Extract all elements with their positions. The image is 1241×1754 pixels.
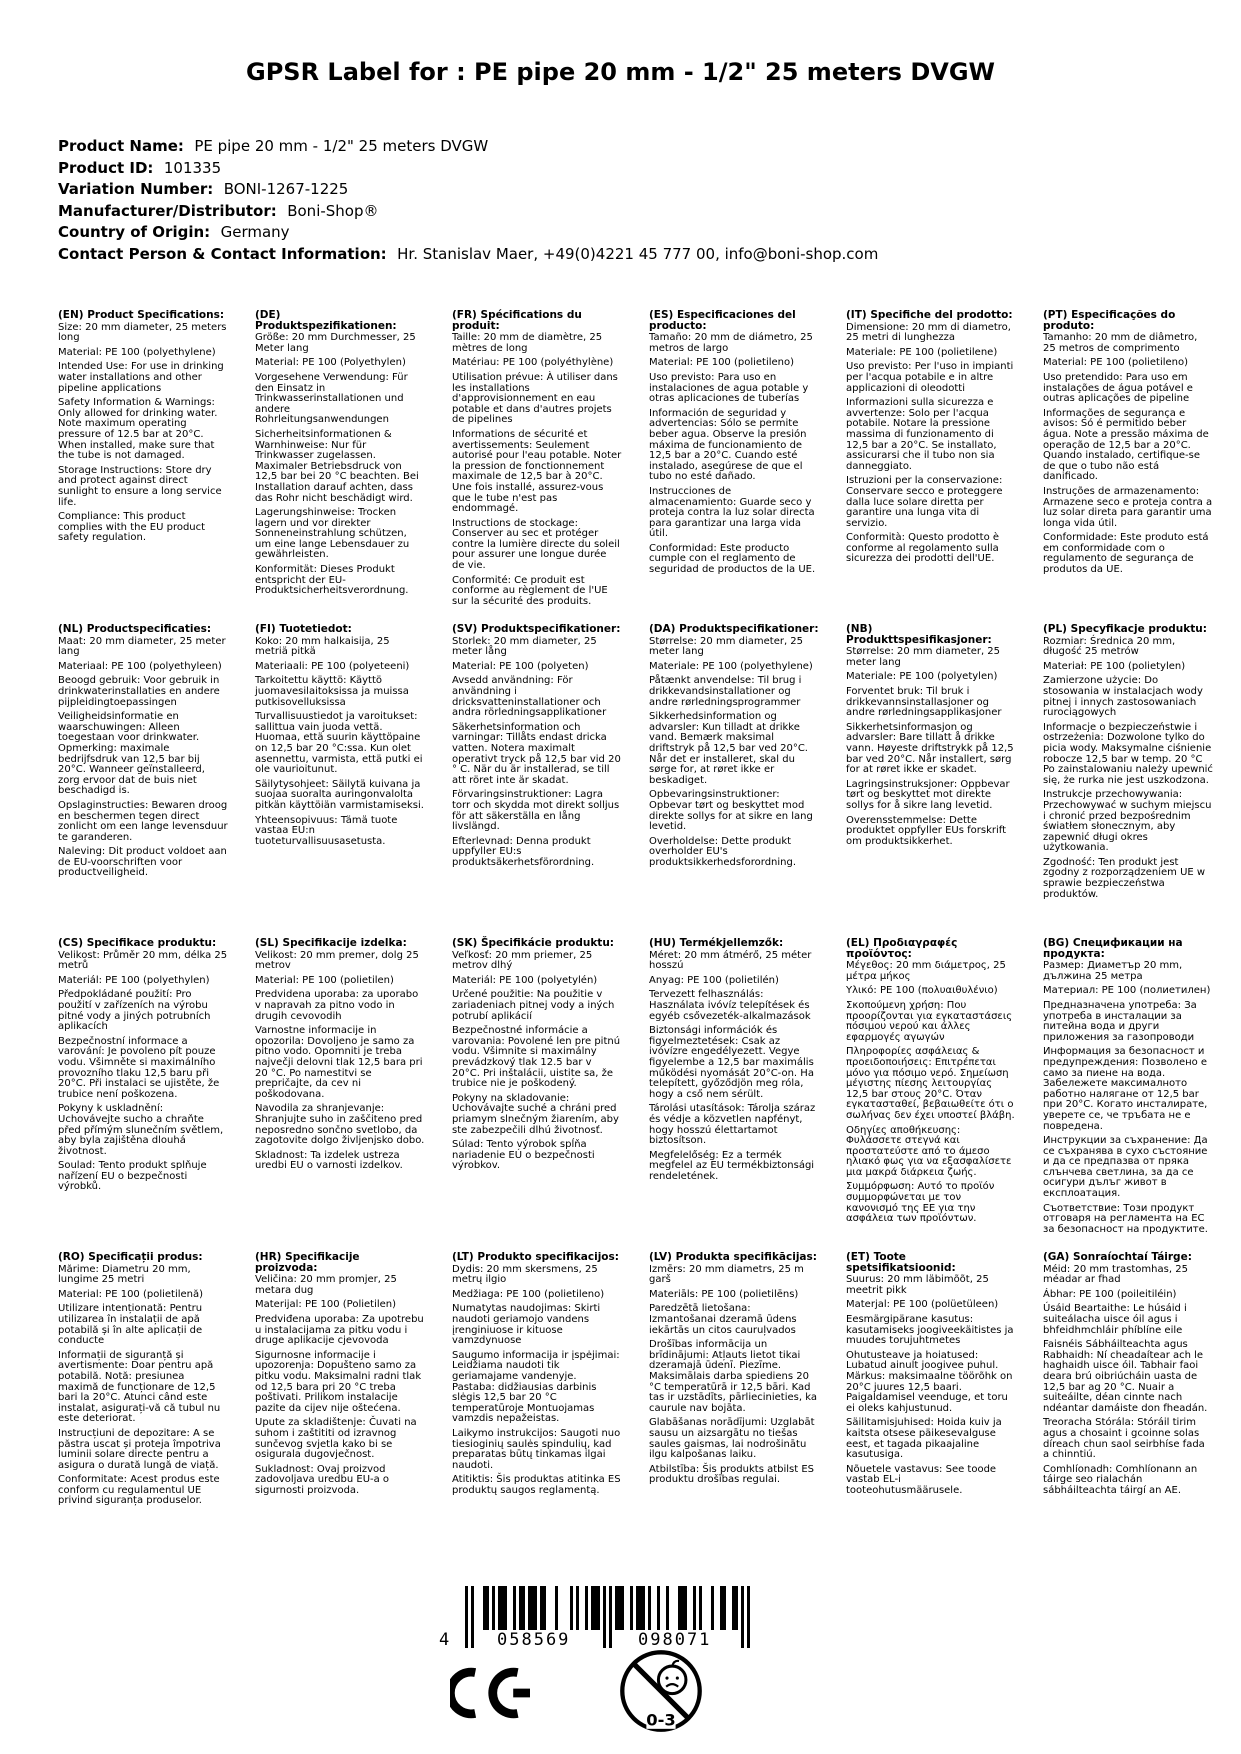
spec-paragraph: Materjal: PE 100 (polüetüleen)	[846, 1299, 999, 1311]
spec-paragraph: Rozmiar: Średnica 20 mm, długość 25 metrów	[1043, 635, 1176, 658]
spec-block-sv	[452, 624, 622, 938]
spec-heading: (BG) Спецификации на продукта:	[1043, 937, 1183, 960]
spec-paragraph: Velikost: 20 mm premer, dolg 25 metrov	[255, 949, 419, 972]
spec-heading: (SK) Špecifikácie produktu:	[452, 937, 615, 949]
spec-paragraph: Informações de segurança e avisos: Só é permitido beber água. Note a pressão máxima de operação de 12,5 bar a 20°C. Quando instalado, certifique-se de que o tubo não está danificado.	[1043, 407, 1209, 483]
spec-heading: (GA) Sonraíochtaí Táirge:	[1043, 1251, 1192, 1263]
spec-block-et	[846, 1252, 1016, 1566]
spec-paragraph: Materiál: PE 100 (polyethylen)	[58, 974, 210, 986]
product-info-label: Contact Person & Contact Information:	[58, 244, 398, 263]
spec-paragraph: Koko: 20 mm halkaisija, 25 metriä pitkä	[255, 635, 390, 658]
spec-paragraph: Uso previsto: Per l'uso in impianti per l'acqua potabile e in altre applicazioni di oleodotti	[846, 361, 1014, 394]
spec-paragraph: Storage Instructions: Store dry and protect against direct sunlight to ensure a long service life.	[58, 464, 222, 508]
spec-paragraph: Materiale: PE 100 (polyethylene)	[649, 660, 813, 672]
barcode-module	[747, 1586, 750, 1648]
spec-paragraph: Størrelse: 20 mm diameter, 25 meter lang	[846, 646, 1001, 668]
spec-paragraph: Paredzētā lietošana: Izmantošanai dzeramā ūdens iekārtās un citos cauruļvados	[649, 1303, 797, 1336]
spec-block-nl	[58, 624, 228, 938]
spec-paragraph: Ábhar: PE 100 (poileitiléin)	[1043, 1288, 1177, 1300]
spec-paragraph: Conformità: Questo prodotto è conforme al regolamento sulla sicurezza dei prodotti dell'UE.	[846, 532, 1000, 565]
spec-paragraph: Materijal: PE 100 (Polietilen)	[255, 1299, 397, 1311]
product-info-label: Product Name:	[58, 137, 195, 155]
spec-paragraph: Upute za skladištenje: Čuvati na suhom i zaštititi od izravnog sunčevog svjetla kako bi se osigurala dugovječnost.	[255, 1417, 417, 1461]
spec-paragraph: Инструкции за съхранение: Да се съхранява в сухо състояние и да се предпазва от пряка слънчева светлина, за да се осигури дълъг живот в експлоатация.	[1043, 1135, 1208, 1200]
spec-paragraph: Matériau: PE 100 (polyéthylène)	[452, 357, 614, 369]
spec-paragraph: Avsedd användning: För användning i dricksvatteninstallationer och andra rörledningsapplikationer	[452, 675, 607, 719]
spec-paragraph: Instrucciones de almacenamiento: Guarde seco y proteja contra la luz solar directa para garantizar una larga vida útil.	[649, 485, 815, 540]
spec-paragraph: Drošības informācija un brīdinājumi: Atļauts lietot tikai dzeramajā ūdenī. Piezīme. Maksimālais darba spiediens 20 °C temperatūrā ir 12,5 bāri. Kad tas ir uzstādīts, pārliecinieties, ka caurule nav bojāta.	[649, 1339, 817, 1414]
spec-heading: (EN) Product Specifications:	[58, 309, 225, 321]
spec-paragraph: Overholdelse: Dette produkt overholder EU's produktsikkerhedsforordning.	[649, 835, 797, 868]
spec-heading: (SV) Produktspecifikationer:	[452, 623, 621, 635]
spec-heading: (NB) Produkttspesifikasjoner:	[846, 623, 992, 646]
spec-paragraph: Materiaal: PE 100 (polyethyleen)	[58, 660, 222, 672]
barcode-digit-first: 4	[439, 1630, 450, 1650]
spec-paragraph: Tamanho: 20 mm de diâmetro, 25 metros de comprimento	[1043, 332, 1198, 354]
spec-paragraph: Информация за безопасност и предупреждения: Позволено е само за пиене на вода. Забележете максималното работно налягане от 12,5 bar при 20°C. Когато инсталирате, уверете се, че тръбата не е повредена.	[1043, 1046, 1208, 1132]
spec-paragraph: Atitiktis: Šis produktas atitinka ES produktų saugos reglamentą.	[452, 1474, 621, 1496]
spec-paragraph: Conformitate: Acest produs este conform cu regulamentul UE privind siguranța produselor.	[58, 1474, 220, 1507]
spec-block-el	[846, 938, 1016, 1252]
spec-paragraph: Material: PE 100 (polyeten)	[452, 660, 589, 672]
spec-paragraph: Material: PE 100 (polietilen)	[255, 974, 394, 986]
spec-heading: (FR) Spécifications du produit:	[452, 309, 582, 332]
spec-paragraph: Sukladnost: Ovaj proizvod zadovoljava uredbu EU-a o sigurnosti proizvoda.	[255, 1463, 390, 1496]
spec-paragraph: Navodila za shranjevanje: Shranjujte suho in zaščiteno pred neposredno sončno svetlobo, da zagotovite dolgo življenjsko dobo.	[255, 1103, 425, 1147]
spec-paragraph: Izmērs: 20 mm diametrs, 25 m garš	[649, 1263, 804, 1286]
age-warning-text: 0-3	[646, 1710, 676, 1730]
spec-paragraph: Förvaringsinstruktioner: Lagra torr och skydda mot direkt solljus för att säkerställa en lång livslängd.	[452, 789, 620, 833]
spec-block-fi	[255, 624, 425, 938]
spec-paragraph: Turvallisuustiedot ja varoitukset: sallittua vain juoda vettä. Huomaa, että suurin käyttöpaine on 12,5 bar 20 °C:ssa. Kun olet asennettu, varmista, että putki ei ole vaurioitunut.	[255, 711, 423, 776]
spec-paragraph: Материал: PE 100 (полиетилен)	[1043, 985, 1211, 997]
spec-heading: (SL) Specifikacije izdelka:	[255, 937, 407, 949]
spec-paragraph: Conformidade: Este produto está em conformidade com o regulamento de segurança de produtos da UE.	[1043, 532, 1209, 576]
spec-block-ga	[1043, 1252, 1213, 1566]
spec-block-cs	[58, 938, 228, 1252]
spec-paragraph: Informations de sécurité et avertissements: Seulement autorisé pour l'eau potable. Noter la pression de fonctionnement maximale de 12,5 bar à 20°C. Une fois installé, assurez-vous que le tube n'est pas endommagé.	[452, 428, 622, 515]
spec-paragraph: Sikkerhetsinformasjon og advarsler: Bare tillatt å drikke vann. Høyeste driftstrykk på 12,5 bar ved 20°C. Når installert, sørg for at røret ikke er skadet.	[846, 721, 1014, 776]
spec-paragraph: Utilisation prévue: À utiliser dans les installations d'approvisionnement en eau potable et dans d'autres projets de pipelines	[452, 371, 618, 426]
spec-paragraph: Taille: 20 mm de diamètre, 25 mètres de long	[452, 332, 603, 354]
spec-paragraph: Nõuetele vastavus: See toode vastab EL-i tooteohutusmäärusele.	[846, 1463, 997, 1496]
spec-heading: (FI) Tuotetiedot:	[255, 623, 352, 635]
barcode-digits-right: 098071	[638, 1630, 712, 1650]
spec-paragraph: Úsáid Beartaithe: Le húsáid i suiteálacha uisce óil agus i bhfeidhmchláir phíblíne eile	[1043, 1303, 1187, 1336]
spec-block-da	[649, 624, 819, 938]
spec-block-fr	[452, 310, 622, 624]
spec-block-sl	[255, 938, 425, 1252]
product-info-row	[58, 158, 878, 180]
spec-paragraph: Instructions de stockage: Conserver au sec et protéger contre la lumière directe du soleil pour assurer une longue durée de vie.	[452, 517, 620, 572]
spec-paragraph: Veľkosť: 20 mm priemer, 25 metrov dlhý	[452, 949, 593, 972]
spec-paragraph: Съответствие: Този продукт отговаря на регламента на ЕС за безопасност на продуктите.	[1043, 1202, 1208, 1235]
spec-paragraph: Pokyny k uskladnění: Uchovávejte sucho a chraňte před přímým slunečním světlem, aby byla zajištěna dlouhá životnost.	[58, 1103, 224, 1157]
spec-paragraph: Materiāls: PE 100 (polietilēns)	[649, 1288, 799, 1300]
spec-paragraph: Méret: 20 mm átmérő, 25 méter hosszú	[649, 949, 812, 972]
spec-paragraph: Méid: 20 mm trastomhas, 25 méadar ar fhad	[1043, 1263, 1188, 1286]
spec-paragraph: Material: PE 100 (polyethylene)	[58, 346, 216, 358]
spec-paragraph: Ohutusteave ja hoiatused: Lubatud ainult joogivee puhul. Märkus: maksimaalne töörõhk on 20°C juures 12,5 baari. Paigaldamisel veenduge, et toru ei oleks kahjustunud.	[846, 1349, 1013, 1414]
spec-heading: (DA) Produktspecifikationer:	[649, 623, 819, 635]
spec-paragraph: Conformidad: Este producto cumple con el reglamento de seguridad de productos de la UE.	[649, 542, 816, 576]
spec-heading: (LT) Produkto specifikacijos:	[452, 1251, 619, 1263]
spec-paragraph: Eesmärgipärane kasutus: kasutamiseks joogiveekäitistes ja muudes torujuhtmetes	[846, 1313, 1014, 1347]
spec-block-lv	[649, 1252, 819, 1566]
spec-paragraph: Uso pretendido: Para uso em instalações de água potável e outras aplicações de pipeline	[1043, 371, 1193, 405]
spec-paragraph: Συμμόρφωση: Αυτό το προϊόν συμμορφώνεται με τον κανονισμό της ΕΕ για την ασφάλεια των προϊόντων.	[846, 1181, 995, 1225]
spec-paragraph: Efterlevnad: Denna produkt uppfyller EU:s produktsäkerhetsförordning.	[452, 835, 595, 868]
spec-heading: (EL) Προδιαγραφές προϊόντος:	[846, 937, 958, 960]
product-info-value: Germany	[220, 223, 290, 241]
spec-paragraph: Naleving: Dit product voldoet aan de EU-voorschriften voor productveiligheid.	[58, 846, 227, 879]
spec-paragraph: Mărime: Diametru 20 mm, lungime 25 metri	[58, 1263, 191, 1286]
spec-block-es	[649, 310, 819, 624]
spec-paragraph: Treoracha Stórála: Stóráil tirim agus a chosaint i gcoinne solas díreach chun saol seirbhíse fada a chinntiú.	[1043, 1417, 1205, 1461]
spec-heading: (PT) Especificações do produto:	[1043, 309, 1176, 332]
spec-paragraph: Utilizare intenționată: Pentru utilizarea în instalații de apă potabilă și în alte aplicații de conducte	[58, 1303, 203, 1347]
spec-heading: (CS) Specifikace produktu:	[58, 937, 217, 949]
spec-paragraph: Lagringsinstruksjoner: Oppbevar tørt og beskyttet mot direkte sollys for å sikre lang levetid.	[846, 778, 1010, 811]
spec-paragraph: Súlad: Tento výrobok spĺňa nariadenie EÚ o bezpečnosti výrobkov.	[452, 1139, 595, 1172]
product-info-label: Product ID:	[58, 158, 164, 177]
spec-paragraph: Určené použitie: Na použitie v zariadeniach pitnej vody a iných potrubí aplikácií	[452, 989, 615, 1022]
spec-paragraph: Uso previsto: Para uso en instalaciones de agua potable y otras aplicaciones de tuberías	[649, 371, 809, 405]
spec-paragraph: Sikkerhedsinformation og advarsler: Kun tilladt at drikke vand. Bemærk maksimal driftstryk på 12,5 bar ved 20°C. Når det er installeret, skal du sørge for, at røret ikke er beskadiget.	[649, 711, 808, 786]
spec-paragraph: Safety Information & Warnings: Only allowed for drinking water. Note maximum operating pressure of 12.5 bar at 20°C. When installed, make sure that the tube is not damaged.	[58, 397, 218, 462]
spec-paragraph: Instrukcje przechowywania: Przechowywać w suchym miejscu i chronić przed bezpośrednim światłem słonecznym, aby zapewnić długi okres użytkowania.	[1043, 789, 1212, 854]
spec-paragraph: Biztonsági információk és figyelmeztetések: Csak az ivóvízre engedélyezett. Vegye figyelembe a 12,5 bar maximális működési nyomását 20°C-on. Ha telepített, győződjön meg róla, hogy a cső nem sérült.	[649, 1025, 814, 1100]
spec-paragraph: Saugumo informacija ir įspėjimai: Leidžiama naudoti tik geriamajame vandenyje. Pastaba: didžiausias darbinis slėgis 12,5 bar 20 °C temperatūroje Montuojamas vamzdis nepažeistas.	[452, 1349, 620, 1425]
spec-paragraph: Información de seguridad y advertencias: Sólo se permite beber agua. Observe la presión máxima de funcionamiento de 12,5 bar a 20°C. Cuando esté instalado, asegúrese de que el tubo no esté dañado.	[649, 407, 807, 483]
spec-paragraph: Anyag: PE 100 (polietilén)	[649, 974, 779, 986]
spec-block-pt	[1043, 310, 1213, 624]
product-info-value: Boni-Shop®	[287, 201, 379, 220]
spec-paragraph: Größe: 20 mm Durchmesser, 25 Meter lang	[255, 332, 416, 354]
spec-paragraph: Υλικό: PE 100 (πολυαιθυλένιο)	[846, 985, 998, 997]
spec-paragraph: Zgodność: Ten produkt jest zgodny z rozporządzeniem UE w sprawie bezpieczeństwa produktów.	[1043, 856, 1206, 900]
spec-paragraph: Οδηγίες αποθήκευσης: Φυλάσσετε στεγνά και προστατεύστε από το άμεσο ηλιακό φως για να εξασφαλίσετε μια μακρά διάρκεια ζωής.	[846, 1124, 1012, 1178]
spec-paragraph: Faisnéis Sábháilteachta agus Rabhaidh: Ní cheadaítear ach le haghaidh uisce óil. Tabhair faoi deara brú oibriúcháin uasta de 12,5 bar ag 20 °C. Nuair a suiteáilte, déan cinnte nach ndéantar damáiste don fheadán.	[1043, 1339, 1208, 1414]
spec-heading: (HR) Specifikacije proizvoda:	[255, 1251, 360, 1274]
product-info-row	[58, 136, 878, 158]
spec-paragraph: Dimensione: 20 mm di diametro, 25 metri di lunghezza	[846, 321, 1011, 344]
spec-heading: (PL) Specyfikacje produktu:	[1043, 623, 1207, 635]
spec-paragraph: Medžiaga: PE 100 (polietileno)	[452, 1288, 605, 1300]
spec-paragraph: Material: PE 100 (polietileno)	[649, 357, 795, 369]
spec-block-bg	[1043, 938, 1213, 1252]
product-info-value: PE pipe 20 mm - 1/2" 25 meters DVGW	[194, 137, 489, 155]
spec-heading: (RO) Specificații produs:	[58, 1251, 203, 1263]
spec-heading: (IT) Specifiche del prodotto:	[846, 309, 1013, 321]
product-info-row	[58, 244, 878, 266]
spec-block-pl	[1043, 624, 1213, 938]
spec-block-en	[58, 310, 228, 624]
product-info-label: Manufacturer/Distributor:	[58, 201, 288, 220]
spec-paragraph: Предназначена употреба: За употреба в инсталации за питейна вода и други приложения за газопроводи	[1043, 999, 1197, 1043]
spec-paragraph: Yhteensopivuus: Tämä tuote vastaa EU:n tuoteturvallisuusasetusta.	[255, 814, 398, 847]
spec-paragraph: Megfelelőség: Ez a termék megfelel az EU termékbiztonsági rendeletének.	[649, 1149, 815, 1182]
spec-paragraph: Informacje o bezpieczeństwie i ostrzeżenia: Dozwolone tylko do picia wody. Maksymalne ciśnienie robocze 12,5 bar w temp. 20 °C Po zainstalowaniu należy upewnić się, że rurka nie jest uszkodzona.	[1043, 721, 1213, 786]
spec-heading: (LV) Produkta specifikācijas:	[649, 1251, 817, 1263]
spec-paragraph: Tervezett felhasználás: Használata ivóvíz telepítések és egyéb csővezeték-alkalmazások	[649, 989, 811, 1022]
spec-paragraph: Σκοπούμενη χρήση: Που προορίζονται για εγκαταστάσεις πόσιμου νερού και άλλες εφαρμογές αγωγών	[846, 999, 1013, 1043]
spec-paragraph: Tárolási utasítások: Tárolja száraz és védje a közvetlen napfényt, hogy hosszú élettartamot biztosítson.	[649, 1103, 816, 1147]
spec-paragraph: Skladnost: Ta izdelek ustreza uredbi EU o varnosti izdelkov.	[255, 1149, 403, 1172]
spec-paragraph: Säilitamisjuhised: Hoida kuiv ja kaitsta otsese päikesevalguse eest, et tagada pikaajaline kasutusiga.	[846, 1417, 1002, 1461]
spec-paragraph: Predvidena uporaba: za uporabo v napravah za pitno vodo in drugih cevovodih	[255, 989, 419, 1022]
spec-paragraph: Bezpečnostní informace a varování: Je povoleno pít pouze vodu. Všimněte si maximálního provozního tlaku 12,5 baru při 20°C. Při instalaci se ujistěte, že trubice není poškozena.	[58, 1035, 220, 1100]
spec-paragraph: Opslaginstructies: Bewaren droog en beschermen tegen direct zonlicht om een lange levensduur te garanderen.	[58, 799, 228, 843]
spec-paragraph: Pokyny na skladovanie: Uchovávajte suché a chráni pred priamym slnečným žiarením, aby ste zabezpečili dlhú životnosť.	[452, 1092, 619, 1136]
spec-paragraph: Lagerungshinweise: Trocken lagern und vor direkter Sonneneinstrahlung schützen, um eine lange Lebensdauer zu gewährleisten.	[255, 507, 410, 561]
spec-paragraph: Materiaali: PE 100 (polyeteeni)	[255, 660, 410, 672]
spec-paragraph: Conformité: Ce produit est conforme au règlement de l'UE sur la sécurité des produits.	[452, 574, 608, 607]
spec-paragraph: Veličina: 20 mm promjer, 25 metara dug	[255, 1274, 397, 1296]
spec-paragraph: Materiál: PE 100 (polyetylén)	[452, 974, 598, 986]
spec-paragraph: Påtænkt anvendelse: Til brug i drikkevandsinstallationer og andre rørledningsprogrammer	[649, 675, 802, 708]
spec-paragraph: Størrelse: 20 mm diameter, 25 meter lang	[649, 635, 804, 658]
spec-block-sk	[452, 938, 622, 1252]
spec-paragraph: Předpokládané použití: Pro použití v zařízeních na výrobu pitné vody a jiných potrubních aplikacích	[58, 989, 211, 1033]
spec-paragraph: Bezpečnostné informácie a varovania: Povolené len pre pitnú vodu. Všimnite si maximálny prevádzkový tlak 12.5 bar v 20°C. Pri inštalácii, uistite sa, že trubice nie je poškodený.	[452, 1025, 621, 1090]
spec-paragraph: Materiale: PE 100 (polietilene)	[846, 346, 998, 358]
spec-heading: (NL) Productspecificaties:	[58, 623, 212, 635]
spec-block-hr	[255, 1252, 425, 1566]
spec-paragraph: Soulad: Tento produkt splňuje nařízení EU o bezpečnosti výrobků.	[58, 1160, 207, 1193]
spec-paragraph: Istruzioni per la conservazione: Conservare secco e proteggere dalla luce solare diretta per garantire una lunga vita di servizio.	[846, 475, 1003, 529]
spec-paragraph: Beoogd gebruik: Voor gebruik in drinkwaterinstallaties en andere pijpleidingtoepassingen	[58, 675, 220, 708]
spec-block-hu	[649, 938, 819, 1252]
spec-paragraph: Laikymo instrukcijos: Saugoti nuo tiesioginių saulės spindulių, kad preparatas būtų tinkamas ilgai naudoti.	[452, 1427, 621, 1471]
product-info-label: Country of Origin:	[58, 223, 221, 241]
spec-paragraph: Material: PE 100 (polietileno)	[1043, 357, 1189, 369]
age-warning-icon	[618, 1648, 704, 1734]
spec-paragraph: Numatytas naudojimas: Skirti naudoti geriamojo vandens įrenginiuose ir kituose vamzdynuose	[452, 1303, 601, 1347]
spec-paragraph: Intended Use: For use in drinking water installations and other pipeline applications	[58, 361, 224, 394]
spec-paragraph: Veiligheidsinformatie en waarschuwingen: Alleen toegestaan voor drinkwater. Opmerking: maximale bedrijfsdruk van 12,5 bar bij 20°C. Wanneer geïnstalleerd, zorg ervoor dat de buis niet beschadigd is.	[58, 711, 205, 797]
spec-paragraph: Size: 20 mm diameter, 25 meters long	[58, 321, 227, 344]
spec-heading: (ET) Toote spetsifikatsioonid:	[846, 1251, 956, 1274]
product-info-value: Hr. Stanislav Maer, +49(0)4221 45 777 00, info@boni-shop.com	[397, 244, 879, 263]
spec-paragraph: Informazioni sulla sicurezza e avvertenze: Solo per l'acqua potabile. Notare la pressione massima di funzionamento di 12,5 bar a 20°C. Se installato, assicurarsi che il tubo non sia danneggiato.	[846, 397, 997, 472]
spec-paragraph: Material: PE 100 (Polyethylen)	[255, 357, 406, 369]
spec-paragraph: Säilytysohjeet: Säilytä kuivana ja suojaa suoralta auringonvalolta pitkän käyttöiän varmistamiseksi.	[255, 778, 424, 811]
spec-paragraph: Tamaño: 20 mm de diámetro, 25 metros de largo	[649, 332, 813, 354]
spec-paragraph: Overensstemmelse: Dette produktet oppfyller EUs forskrift om produktsikkerhet.	[846, 814, 1007, 847]
page-title: GPSR Label for : PE pipe 20 mm - 1/2" 25 meters DVGW	[246, 58, 995, 86]
spec-paragraph: Glabāšanas norādījumi: Uzglabāt sausu un aizsargātu no tiešas saules gaismas, lai nodrošinātu ilgu kalpošanas laiku.	[649, 1417, 815, 1461]
spec-paragraph: Opbevaringsinstruktioner: Opbevar tørt og beskyttet mod direkte sollys for at sikre en lang levetid.	[649, 789, 813, 833]
spec-paragraph: Suurus: 20 mm läbimõõt, 25 meetrit pikk	[846, 1274, 989, 1296]
spec-paragraph: Atbilstība: Šis produkts atbilst ES produktu drošības regulai.	[649, 1463, 815, 1486]
product-info-row	[58, 222, 878, 244]
spec-paragraph: Materiale: PE 100 (polyetylen)	[846, 671, 998, 683]
product-info-value: BONI-1267-1225	[223, 180, 349, 198]
product-info-row	[58, 201, 878, 223]
spec-paragraph: Instrucțiuni de depozitare: A se păstra uscat și proteja împotriva luminii solare directe pentru a asigura o durată lungă de viață.	[58, 1427, 221, 1471]
spec-paragraph: Vorgesehene Verwendung: Für den Einsatz in Trinkwasserinstallationen und andere Rohrleitungsanwendungen	[255, 371, 408, 426]
spec-paragraph: Instruções de armazenamento: Armazene seco e proteja contra a luz solar direta para garantir uma longa vida útil.	[1043, 485, 1213, 529]
spec-paragraph: Material: PE 100 (polietilenă)	[58, 1288, 204, 1300]
spec-paragraph: Sicherheitsinformationen & Warnhinweise: Nur für Trinkwasser zugelassen. Maximaler Betriebsdruck von 12,5 bar bei 20 °C beachten. Bei Installation darauf achten, dass das Rohr nicht beschädigt wird.	[255, 428, 419, 504]
spec-paragraph: Säkerhetsinformation och varningar: Tillåts endast dricka vatten. Notera maximalt operativt tryck på 12,5 bar vid 20 ° C. När du är installerad, se till att röret inte är skadat.	[452, 721, 621, 786]
ean13-barcode	[432, 1586, 762, 1654]
spec-paragraph: Sigurnosne informacije i upozorenja: Dopušteno samo za pitku vodu. Maksimalni radni tlak od 12,5 bara pri 20 °C treba poštivati. Prilikom instalacije pazite da cijev nije oštećena.	[255, 1349, 422, 1414]
spec-paragraph: Dydis: 20 mm skersmens, 25 metrų ilgio	[452, 1263, 598, 1286]
spec-block-it	[846, 310, 1016, 624]
spec-block-nb	[846, 624, 1016, 938]
spec-paragraph: Forventet bruk: Til bruk i drikkevannsinstallasjoner og andre rørledningsapplikasjoner	[846, 685, 1002, 719]
barcode-digits-left: 058569	[497, 1630, 571, 1650]
ce-mark-icon	[450, 1662, 534, 1724]
spec-paragraph: Predviđena uporaba: Za upotrebu u instalacijama za pitku vodu i druge aplikacije cjevovoda	[255, 1313, 424, 1347]
spec-paragraph: Materiał: PE 100 (polietylen)	[1043, 660, 1186, 672]
spec-paragraph: Zamierzone użycie: Do stosowania w instalacjach wody pitnej i innych zastosowaniach rurociągowych	[1043, 675, 1203, 719]
product-info-value: 101335	[163, 158, 222, 177]
spec-paragraph: Tarkoitettu käyttö: Käyttö juomavesilaitoksissa ja muissa putkisovelluksissa	[255, 675, 409, 708]
spec-heading: (DE) Produktspezifikationen:	[255, 309, 397, 332]
spec-paragraph: Informații de siguranță și avertismente: Doar pentru apă potabilă. Notă: presiunea maximă de funcționare de 12,5 bari la 20°C. Atunci când este instalat, asigurați-vă că tubul nu este deteriorat.	[58, 1349, 221, 1425]
spec-paragraph: Πληροφορίες ασφάλειας & προειδοποιήσεις: Επιτρέπεται μόνο για πόσιμο νερό. Σημείωση μέγιστης πίεσης λειτουργίας 12,5 bar στους 20°C. Όταν εγκατασταθεί, βεβαιωθείτε ότι ο σωλήνας δεν έχει υποστεί βλάβη.	[846, 1046, 1015, 1121]
spec-paragraph: Storlek: 20 mm diameter, 25 meter lång	[452, 635, 597, 658]
spec-block-ro	[58, 1252, 228, 1566]
spec-paragraph: Maat: 20 mm diameter, 25 meter lang	[58, 635, 226, 658]
product-info-label: Variation Number:	[58, 180, 224, 198]
spec-paragraph: Comhlíonadh: Comhlíonann an táirge seo rialachán sábháilteachta táirgí an AE.	[1043, 1463, 1198, 1496]
spec-paragraph: Размер: Диаметър 20 mm, дължина 25 метра	[1043, 960, 1183, 982]
spec-paragraph: Velikost: Průměr 20 mm, délka 25 metrů	[58, 949, 228, 972]
spec-paragraph: Konformität: Dieses Produkt entspricht der EU-Produktsicherheitsverordnung.	[255, 564, 409, 597]
spec-paragraph: Varnostne informacije in opozorila: Dovoljeno je samo za pitno vodo. Opomniti je treba največji delovni tlak 12,5 bara pri 20 °C. Po namestitvi se prepričajte, da cev ni poškodovana.	[255, 1025, 423, 1100]
spec-heading: (ES) Especificaciones del producto:	[649, 309, 796, 332]
spec-grid	[58, 310, 1213, 1566]
spec-paragraph: Compliance: This product complies with the EU product safety regulation.	[58, 511, 206, 544]
product-info	[58, 136, 878, 265]
spec-heading: (HU) Termékjellemzők:	[649, 937, 784, 949]
spec-paragraph: Μέγεθος: 20 mm διάμετρος, 25 μέτρα μήκος	[846, 960, 1006, 982]
spec-block-lt	[452, 1252, 622, 1566]
spec-block-de	[255, 310, 425, 624]
product-info-row	[58, 179, 878, 201]
